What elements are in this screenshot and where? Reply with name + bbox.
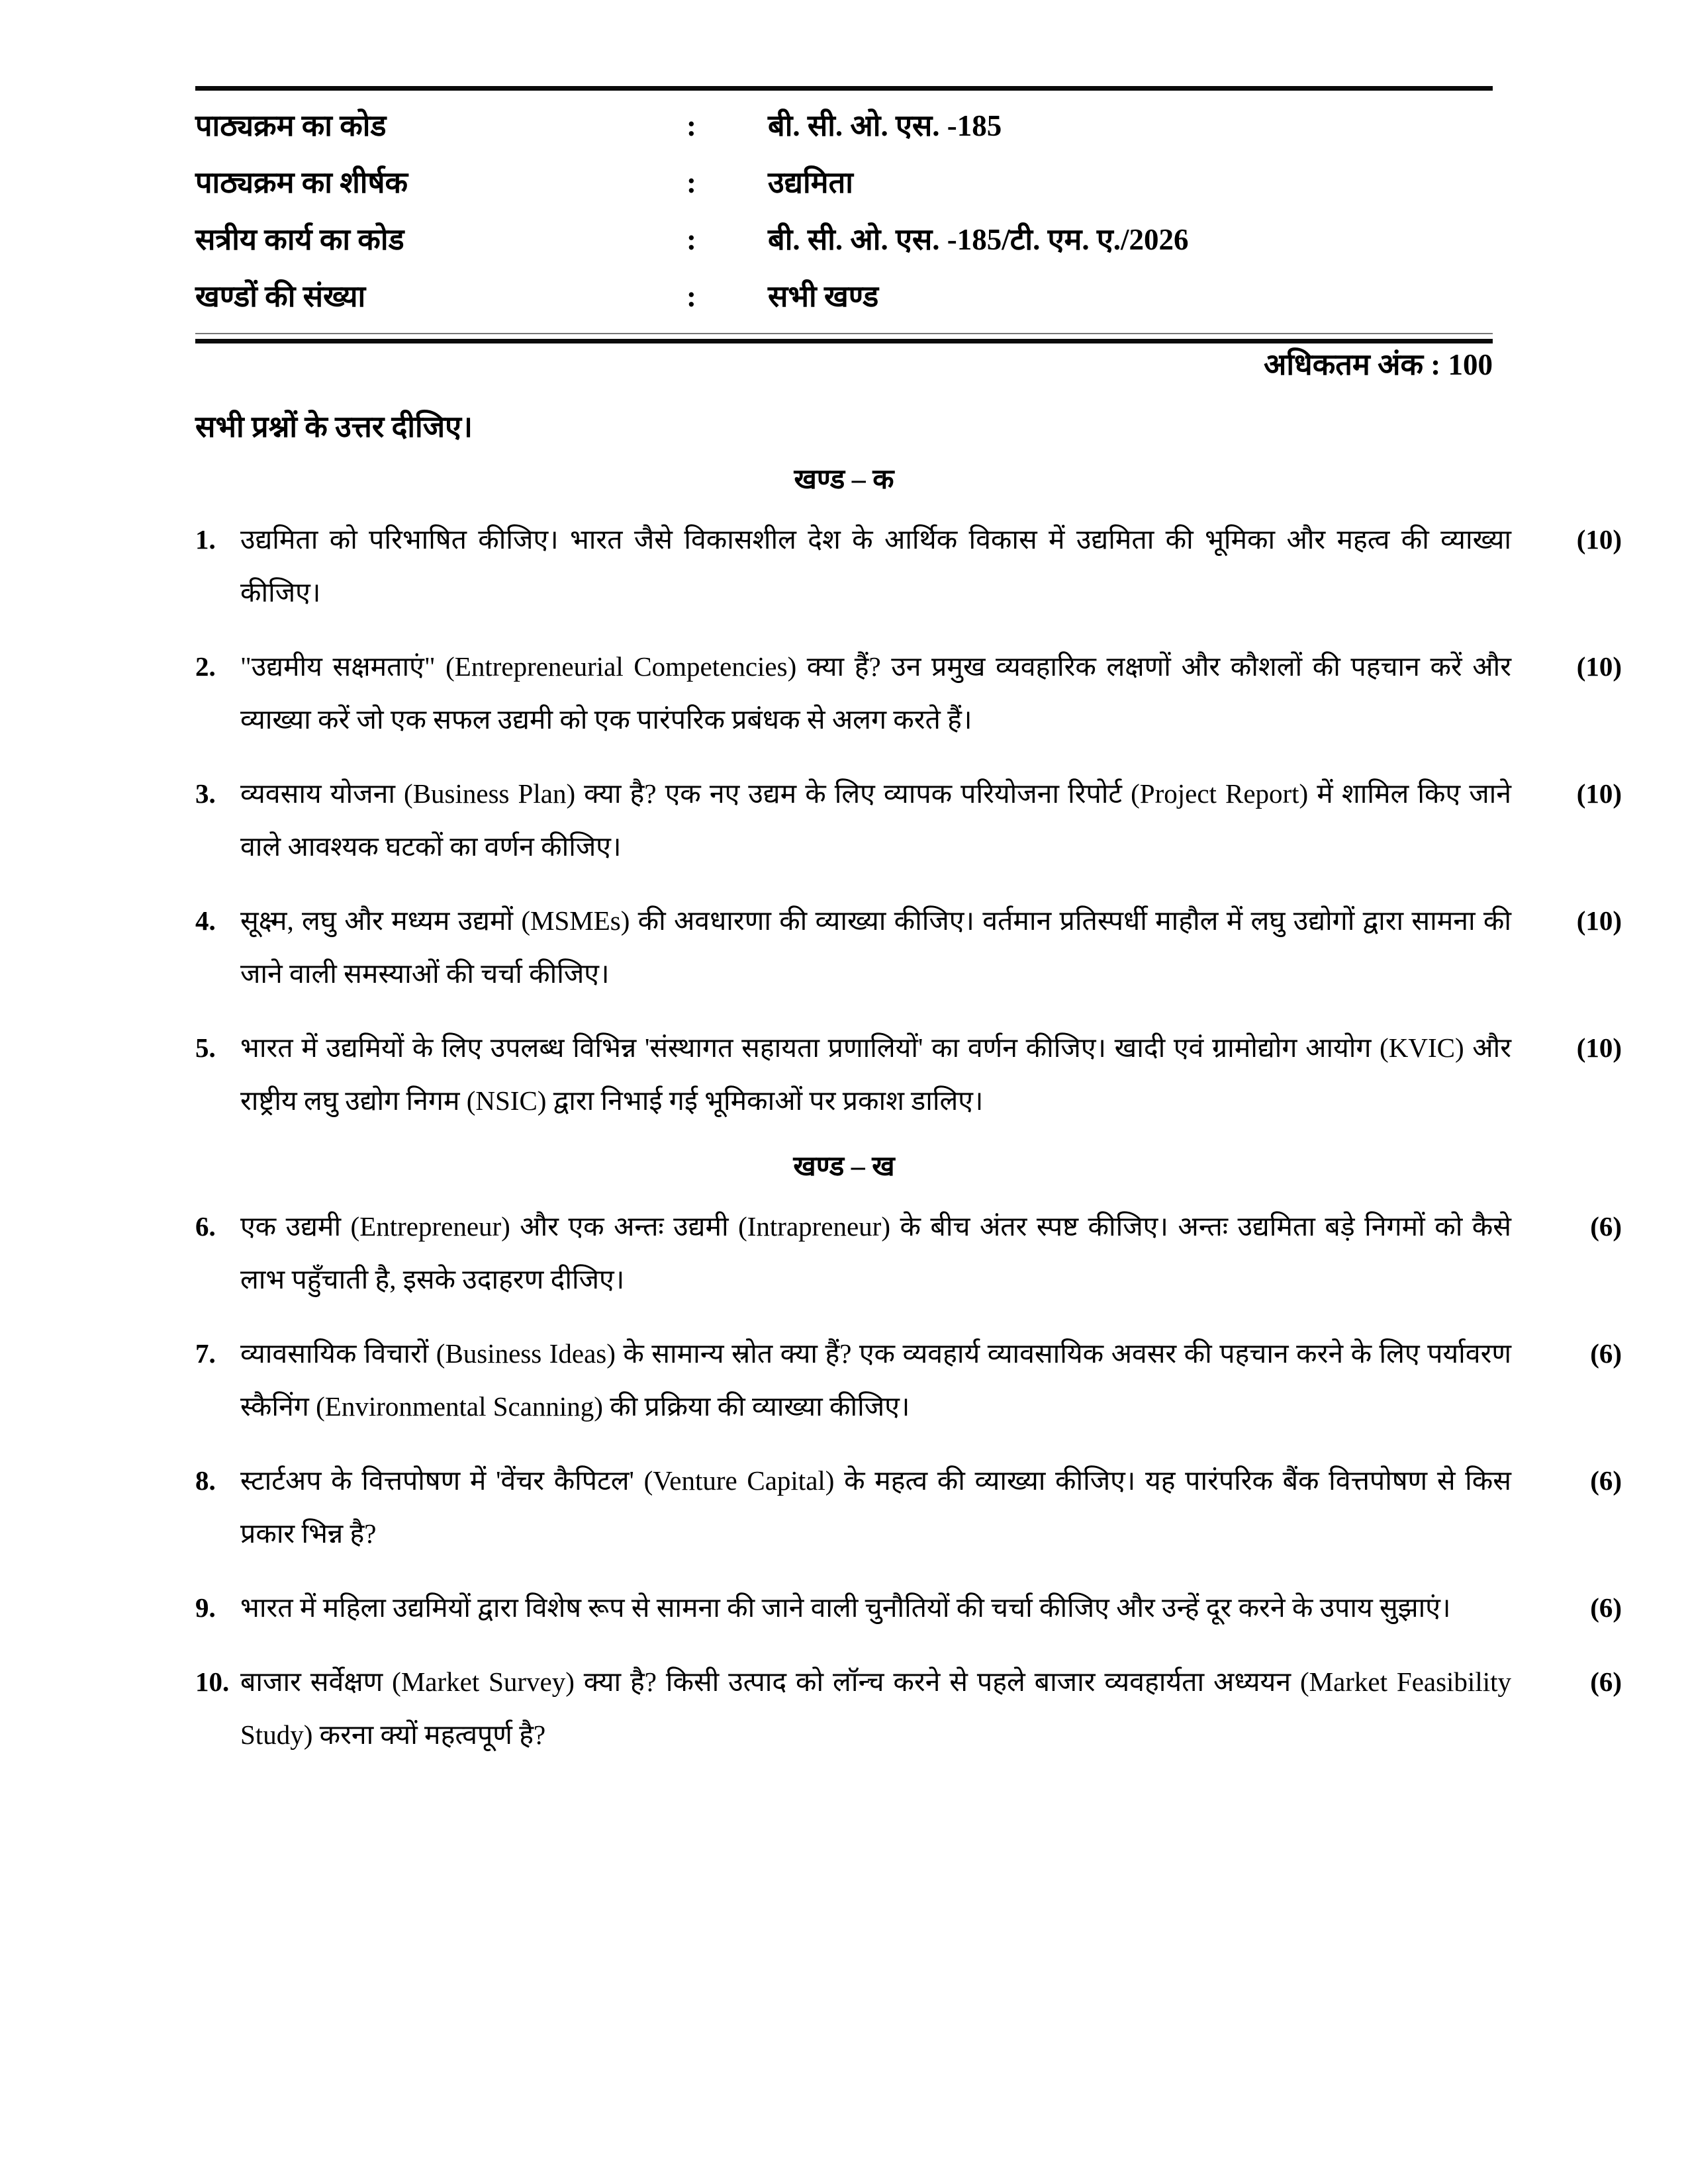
- course-info-value: सभी खण्ड: [768, 280, 879, 313]
- course-info-separator: :: [686, 280, 696, 313]
- section-title: खण्ड – क: [794, 465, 894, 495]
- header-bottom-rule-thin: [195, 333, 1493, 334]
- question-list: [195, 1200, 1622, 1761]
- question-text: स्टार्टअप के वित्तपोषण में 'वेंचर कैपिटल' (Venture Capital) के महत्व की व्याख्या कीजिए। यह पारंपरिक बैंक वित्तपोषण से किस प्रकार भिन्न है?: [240, 1465, 1511, 1549]
- course-info-label: पाठ्यक्रम का कोड: [195, 109, 387, 142]
- question-marks: (6): [1590, 1211, 1622, 1242]
- question-text: व्यावसायिक विचारों (Business Ideas) के सामान्य स्रोत क्या हैं? एक व्यवहार्य व्यावसायिक अवसर की पहचान करने के लिए पर्यावरण स्कैनिंग (Environmental Scanning) की प्रक्रिया की व्याख्या कीजिए।: [240, 1338, 1511, 1422]
- question-text: बाजार सर्वेक्षण (Market Survey) क्या है? किसी उत्पाद को लॉन्च करने से पहले बाजार व्यवहार्यता अध्ययन (Market Feasibility Study) करना क्यों महत्वपूर्ण है?: [240, 1666, 1511, 1750]
- question-number: 6.: [195, 1211, 216, 1242]
- section: [195, 1151, 1622, 1761]
- course-info-separator: :: [686, 166, 696, 199]
- question-number: 1.: [195, 524, 216, 555]
- question-row: [195, 1327, 1622, 1433]
- question-number: 9.: [195, 1592, 216, 1623]
- question-text: भारत में उद्यमियों के लिए उपलब्ध विभिन्न 'संस्थागत सहायता प्रणालियों' का वर्णन कीजिए। खादी एवं ग्रामोद्योग आयोग (KVIC) और राष्ट्रीय लघु उद्योग निगम (NSIC) द्वारा निभाई गई भूमिकाओं पर प्रकाश डालिए।: [240, 1032, 1511, 1116]
- course-info-value: उद्यमिता: [768, 166, 853, 199]
- course-info-value: बी. सी. ओ. एस. -185/टी. एम. ए./2026: [768, 223, 1189, 256]
- question-text: व्यवसाय योजना (Business Plan) क्या है? एक नए उद्यम के लिए व्यापक परियोजना रिपोर्ट (Project Report) में शामिल किए जाने वाले आवश्यक घटकों का वर्णन कीजिए।: [240, 778, 1511, 862]
- question-marks: (6): [1590, 1465, 1622, 1496]
- question-text: एक उद्यमी (Entrepreneur) और एक अन्तः उद्यमी (Intrapreneur) के बीच अंतर स्पष्ट कीजिए। अन्तः उद्यमिता बड़े निगमों को कैसे लाभ पहुँचाती है, इसके उदाहरण दीजिए।: [240, 1211, 1511, 1295]
- question-text: भारत में महिला उद्यमियों द्वारा विशेष रूप से सामना की जाने वाली चुनौतियों की चर्चा कीजिए और उन्हें दूर करने के उपाय सुझाएं।: [240, 1592, 1451, 1623]
- question-marks: (6): [1590, 1666, 1622, 1697]
- course-info-separator: :: [686, 109, 696, 142]
- question-marks: (10): [1576, 778, 1622, 809]
- question-list: [195, 513, 1622, 1127]
- course-info-separator: :: [686, 223, 696, 256]
- question-row: [195, 1021, 1622, 1127]
- question-row: [195, 513, 1622, 619]
- question-text: "उद्यमीय सक्षमताएं" (Entrepreneurial Competencies) क्या हैं? उन प्रमुख व्यवहारिक लक्षणों और कौशलों की पहचान करें और व्याख्या करें जो एक सफल उद्यमी को एक पारंपरिक प्रबंधक से अलग करते हैं।: [240, 651, 1511, 735]
- question-marks: (10): [1576, 524, 1622, 555]
- header-bottom-rule-thick: [195, 339, 1493, 343]
- question-number: 10.: [195, 1666, 230, 1697]
- question-marks: (6): [1590, 1592, 1622, 1623]
- course-info-label: पाठ्यक्रम का शीर्षक: [195, 166, 408, 199]
- top-rule: [195, 86, 1493, 91]
- question-row: [195, 894, 1622, 1000]
- question-row: [195, 1200, 1622, 1306]
- question-row: [195, 1454, 1622, 1560]
- header-bottom-rule: [195, 333, 1493, 343]
- question-row: [195, 1655, 1622, 1761]
- question-number: 5.: [195, 1032, 216, 1063]
- question-marks: (10): [1576, 905, 1622, 936]
- course-info-row: [195, 268, 1493, 325]
- max-marks-label: अधिकतम अंक : 100: [1263, 348, 1493, 381]
- question-row: [195, 640, 1622, 746]
- question-marks: (10): [1576, 651, 1622, 682]
- course-info-value: बी. सी. ओ. एस. -185: [768, 109, 1002, 142]
- course-info-table: [195, 97, 1493, 325]
- instruction-text: सभी प्रश्नों के उत्तर दीजिए।: [195, 410, 473, 443]
- question-row: [195, 1581, 1622, 1634]
- course-info-row: [195, 211, 1493, 268]
- course-info-label: खण्डों की संख्या: [195, 280, 366, 313]
- question-marks: (10): [1576, 1032, 1622, 1063]
- sections-container: [195, 464, 1622, 1761]
- question-number: 3.: [195, 778, 216, 809]
- question-number: 2.: [195, 651, 216, 682]
- course-info-row: [195, 154, 1493, 211]
- question-number: 4.: [195, 905, 216, 936]
- section-title: खण्ड – ख: [793, 1152, 895, 1182]
- section: [195, 464, 1622, 1127]
- course-info-row: [195, 97, 1493, 154]
- question-row: [195, 767, 1622, 873]
- question-number: 8.: [195, 1465, 216, 1496]
- question-text: सूक्ष्म, लघु और मध्यम उद्यमों (MSMEs) की अवधारणा की व्याख्या कीजिए। वर्तमान प्रतिस्पर्धी माहौल में लघु उद्योगों द्वारा सामना की जाने वाली समस्याओं की चर्चा कीजिए।: [240, 905, 1511, 989]
- question-text: उद्यमिता को परिभाषित कीजिए। भारत जैसे विकासशील देश के आर्थिक विकास में उद्यमिता की भूमिका और महत्व की व्याख्या कीजिए।: [240, 524, 1511, 608]
- question-marks: (6): [1590, 1338, 1622, 1369]
- question-number: 7.: [195, 1338, 216, 1369]
- course-info-label: सत्रीय कार्य का कोड: [195, 223, 404, 256]
- page-content: [195, 86, 1622, 1761]
